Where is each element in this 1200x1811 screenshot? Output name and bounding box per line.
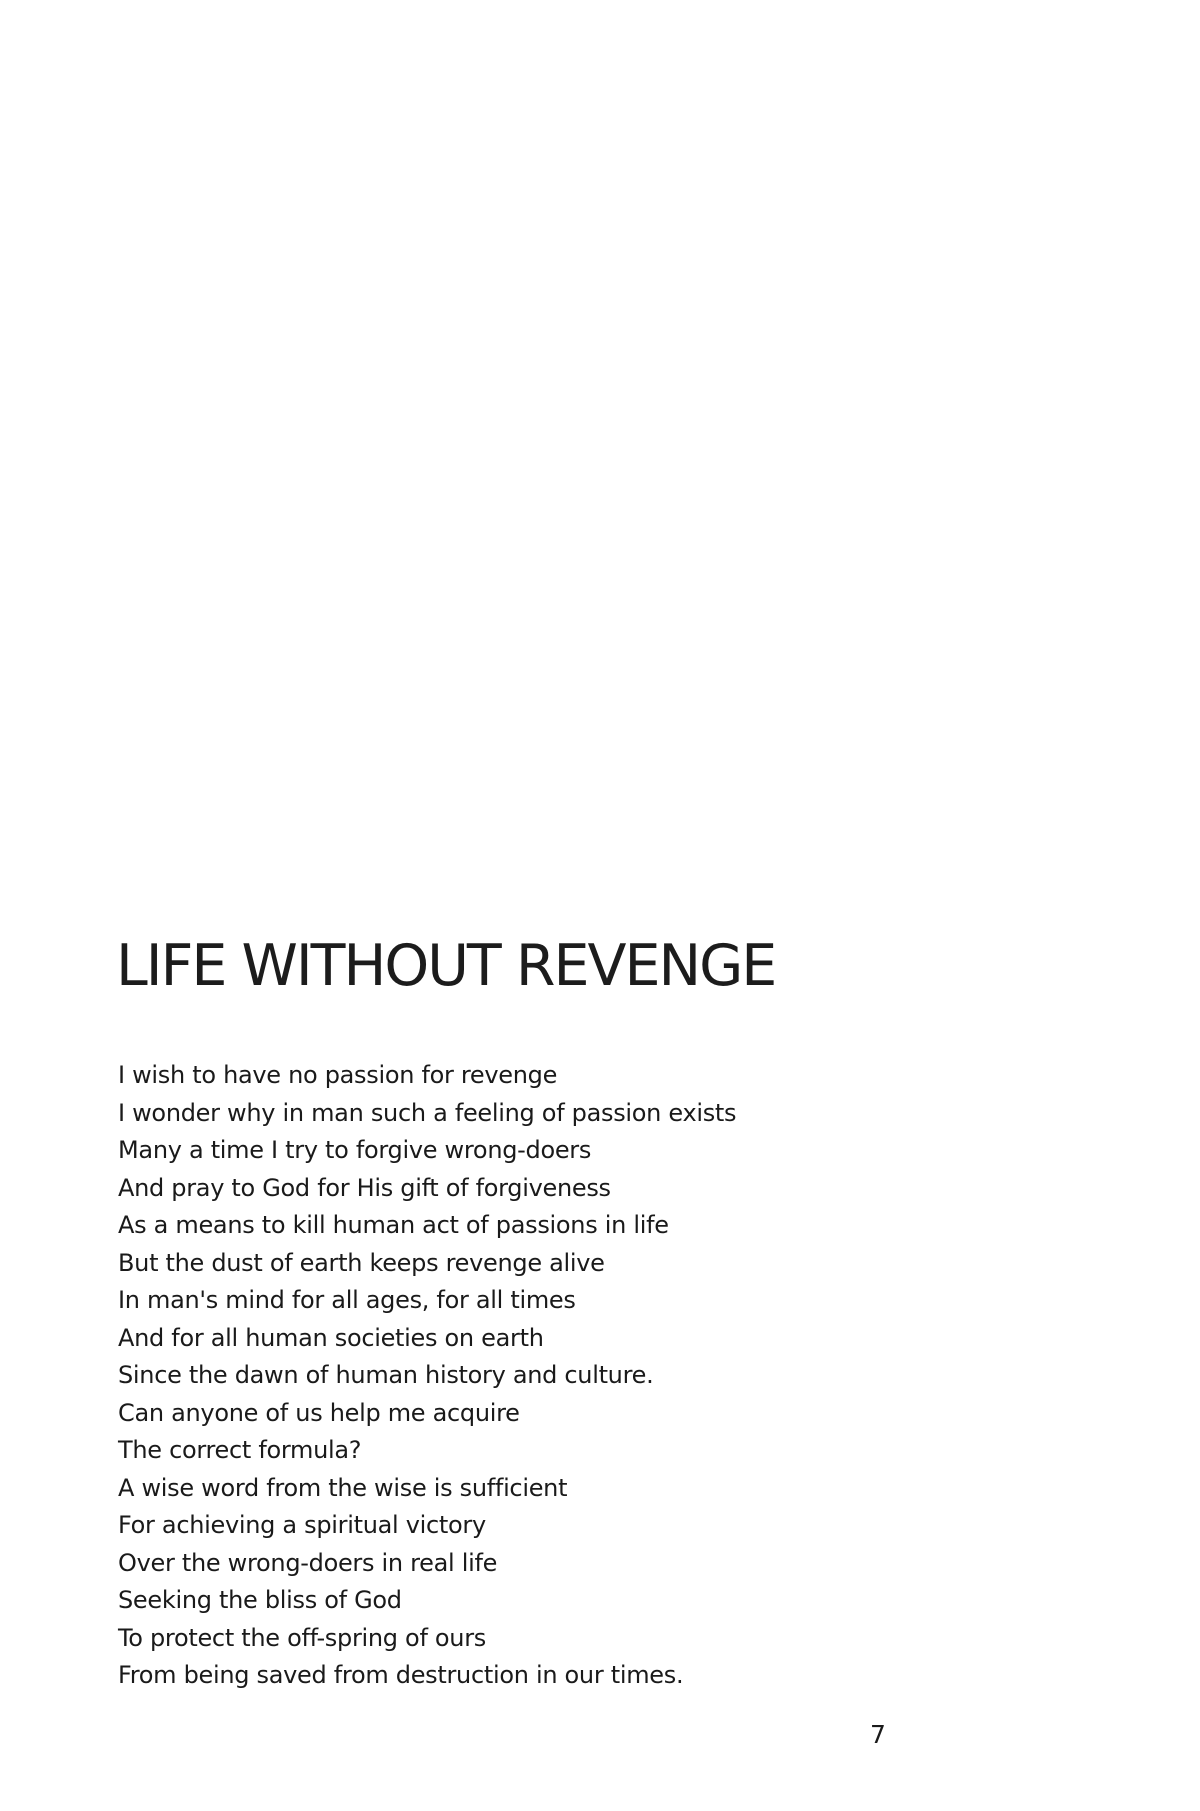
poem-line: As a means to kill human act of passions in life — [118, 1211, 669, 1239]
poem-line: I wonder why in man such a feeling of passion exists — [118, 1098, 737, 1127]
poem-line: A wise word from the wise is sufficient — [118, 1473, 568, 1502]
poem-line: Can anyone of us help me acquire — [118, 1398, 520, 1427]
poem-line: The correct formula? — [118, 1436, 362, 1464]
poem-line: I wish to have no passion for revenge — [118, 1061, 558, 1089]
poem-line: And for all human societies on earth — [118, 1323, 544, 1352]
poem-body — [118, 1057, 736, 1695]
poem-line: Since the dawn of human history and culture. — [118, 1361, 654, 1389]
poem-line: Seeking the bliss of God — [118, 1586, 402, 1614]
poem-line: For achieving a spiritual victory — [118, 1511, 486, 1539]
poem-line: In man's mind for all ages, for all times — [118, 1286, 576, 1314]
page-number: 7 — [870, 1720, 886, 1749]
poem-title: LIFE WITHOUT REVENGE — [116, 933, 776, 999]
poem-line: Many a time I try to forgive wrong-doers — [118, 1136, 592, 1164]
poem-line: To protect the off-spring of ours — [118, 1623, 486, 1652]
poem-line: Over the wrong-doers in real life — [118, 1548, 498, 1577]
poem-line: And pray to God for His gift of forgiveness — [118, 1173, 611, 1202]
poem-line: But the dust of earth keeps revenge alive — [118, 1248, 605, 1277]
poem-line: From being saved from destruction in our times. — [118, 1661, 684, 1689]
